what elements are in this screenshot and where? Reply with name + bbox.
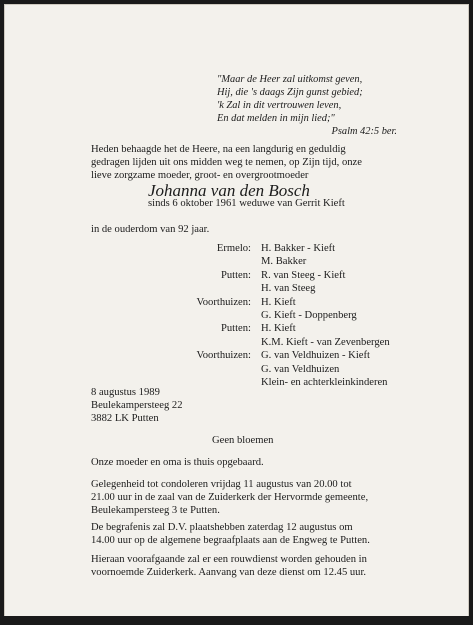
- relative-row: [91, 296, 390, 309]
- relative-place: Putten:: [220, 323, 251, 335]
- relative-place: Ermelo:: [216, 243, 251, 254]
- intro-paragraph: [91, 143, 395, 182]
- relative-place: [91, 363, 261, 376]
- relative-name: K.M. Kieft - van Zevenbergen: [261, 336, 390, 348]
- relative-row: [91, 255, 390, 268]
- relative-name: H. Kieft: [261, 323, 296, 335]
- relative-row: [91, 309, 390, 322]
- relative-place: Voorthuizen:: [196, 296, 251, 308]
- laid-out-note: Onze moeder en oma is thuis opgebaard.: [91, 457, 264, 468]
- address-line: 8 augustus 1989: [91, 387, 160, 398]
- relative-row: [91, 282, 390, 295]
- relatives-list: [91, 242, 390, 389]
- intro-line: gedragen lijden uit ons midden weg te nemen, op Zijn tijd, onze: [91, 157, 362, 168]
- widow-line: sinds 6 oktober 1961 weduwe van Gerrit Kieft: [148, 198, 345, 209]
- intro-line: Heden behaagde het de Heere, na een langdurig en geduldig: [91, 144, 346, 155]
- service-line: voornoemde Zuiderkerk. Aanvang van deze dienst om 12.45 uur.: [91, 567, 367, 578]
- address-block: [91, 386, 183, 425]
- age-line: in de ouderdom van 92 jaar.: [91, 224, 210, 235]
- condolence-line: Gelegenheid tot condoleren vrijdag 11 augustus van 20.00 tot: [91, 479, 352, 490]
- relative-name: R. van Steeg - Kieft: [261, 269, 346, 281]
- deceased-name: Johanna van den Bosch: [148, 181, 310, 200]
- relative-row: [91, 363, 390, 376]
- verse-line: 'k Zal in dit vertrouwen leven,: [217, 100, 342, 111]
- relative-place: [91, 282, 261, 295]
- relative-place: Putten:: [220, 269, 251, 281]
- relative-row: [91, 322, 390, 335]
- verse-line: En dat melden in mijn lied;": [217, 113, 335, 124]
- relative-place: Voorthuizen:: [196, 350, 251, 362]
- relative-row: [91, 269, 390, 282]
- relative-name: H. van Steeg: [261, 283, 316, 295]
- bible-verse: [217, 73, 397, 138]
- relative-place: [91, 309, 261, 322]
- relative-row: [91, 349, 390, 362]
- no-flowers-note: Geen bloemen: [212, 435, 274, 446]
- condolence-paragraph: [91, 478, 395, 517]
- relative-name: H. Bakker - Kieft: [261, 243, 336, 254]
- relative-name: G. van Veldhuizen: [261, 363, 340, 375]
- relative-row: [91, 242, 390, 255]
- address-line: Beulekampersteeg 22: [91, 400, 183, 411]
- relative-name: G. Kieft - Doppenberg: [261, 310, 357, 322]
- relative-place: [91, 336, 261, 349]
- service-paragraph: [91, 553, 395, 579]
- funeral-line: De begrafenis zal D.V. plaatshebben zaterdag 12 augustus om: [91, 522, 353, 533]
- relative-row: [91, 336, 390, 349]
- relative-name: H. Kieft: [261, 296, 296, 308]
- relative-name: G. van Veldhuizen - Kieft: [261, 350, 370, 362]
- relative-name: Klein- en achterkleinkinderen: [261, 377, 388, 389]
- address-line: 3882 LK Putten: [91, 413, 159, 424]
- relative-place: [91, 255, 261, 268]
- verse-line: "Maar de Heer zal uitkomst geven,: [217, 74, 363, 85]
- verse-line: Hij, die 's daags Zijn gunst gebied;: [217, 87, 363, 98]
- service-line: Hieraan voorafgaande zal er een rouwdienst worden gehouden in: [91, 554, 367, 565]
- funeral-line: 14.00 uur op de algemene begraafplaats aan de Engweg te Putten.: [91, 535, 370, 546]
- funeral-paragraph: [91, 521, 395, 547]
- condolence-line: 21.00 uur in de zaal van de Zuiderkerk der Hervormde gemeente,: [91, 492, 369, 503]
- obituary-card: [4, 4, 469, 619]
- condolence-line: Beulekampersteeg 3 te Putten.: [91, 505, 220, 516]
- card-shadow-border: [0, 616, 473, 625]
- verse-reference: Psalm 42:5 ber.: [331, 126, 397, 137]
- intro-line: lieve zorgzame moeder, groot- en overgrootmoeder: [91, 170, 309, 181]
- relative-name: M. Bakker: [261, 256, 307, 268]
